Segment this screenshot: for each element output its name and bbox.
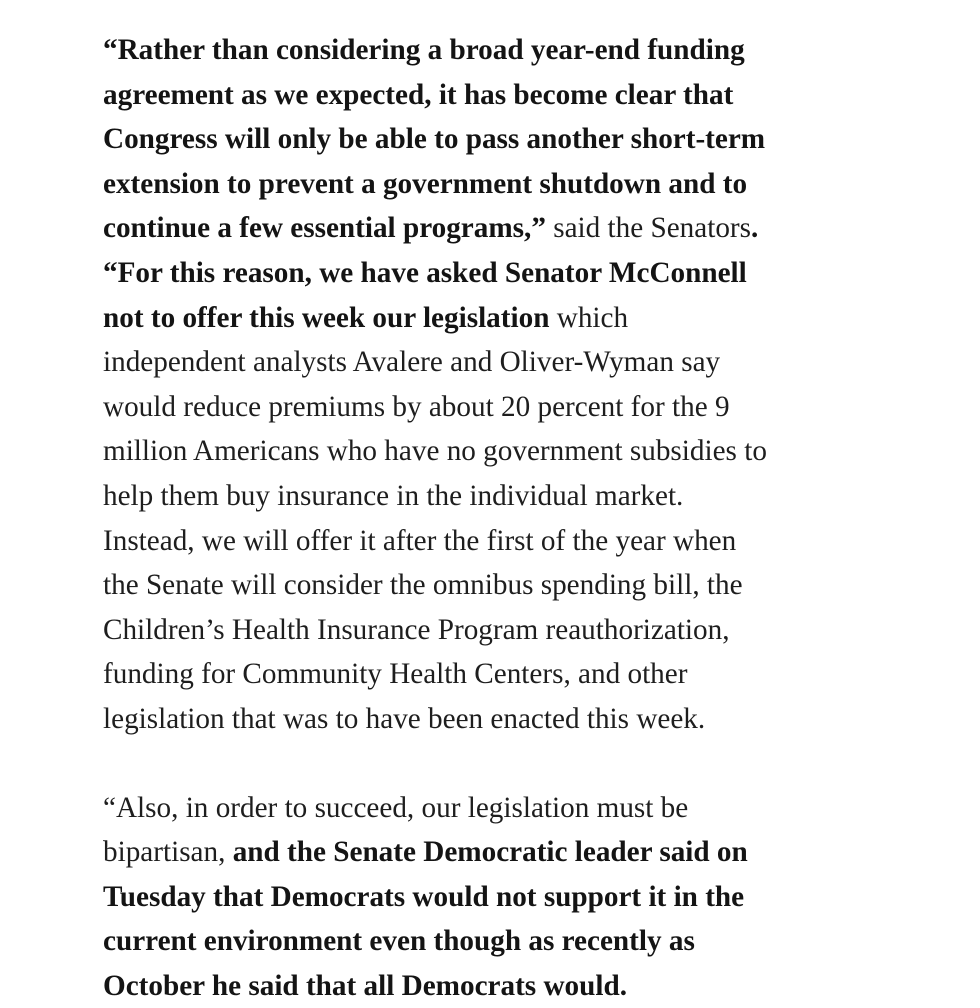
text-run: independent analysts Avalere and Oliver-Wyman say [103,346,721,379]
text-line [103,875,913,920]
bold-text-run: and the Senate Democratic leader said on [232,836,748,869]
text-run: million Americans who have no government subsidies to [103,435,767,468]
text-run: bipartisan, [103,836,233,869]
bold-text-run: extension to prevent a government shutdown and to [103,167,748,200]
text-run: would reduce premiums by about 20 percent for the 9 [103,390,730,423]
text-line [103,117,913,162]
statement-paragraph-2 [103,786,913,1008]
text-line [103,608,913,653]
text-run: Instead, we will offer it after the first of the year when [103,524,737,557]
bold-text-run: Congress will only be able to pass another short-term [103,123,766,156]
text-line [103,162,913,207]
text-line [103,964,913,1008]
text-line [103,697,913,742]
text-line [103,251,913,296]
text-run: legislation that was to have been enacted this week. [103,702,706,735]
text-line [103,519,913,564]
text-line [103,652,913,697]
bold-text-run: not to offer this week our legislation [103,301,550,334]
text-run: funding for Community Health Centers, and other [103,658,688,691]
text-line [103,340,913,385]
text-line [103,474,913,519]
text-line [103,830,913,875]
text-line [103,786,913,831]
bold-text-run: current environment even though as recently as [103,925,695,958]
text-line [103,563,913,608]
bold-text-run: continue a few essential programs,” [103,212,546,245]
text-run: help them buy insurance in the individual market. [103,479,684,512]
text-run: “Also, in order to succeed, our legislation must be [103,791,689,824]
text-run: which [549,301,629,334]
bold-text-run: Tuesday that Democrats would not support it in the [103,880,745,913]
paragraph-spacer [103,742,913,786]
bold-text-run: “For this reason, we have asked Senator McConnell [103,256,747,289]
text-run: the Senate will consider the omnibus spending bill, the [103,569,743,602]
text-line [103,429,913,474]
text-line [103,919,913,964]
text-run: said the Senators [545,212,752,245]
text-line [103,28,913,73]
text-line [103,206,913,251]
statement-paragraph-1 [103,28,913,742]
bold-text-run: “Rather than considering a broad year-end funding [103,34,745,66]
text-line [103,296,913,341]
bold-text-run: October he said that all Democrats would. [103,969,627,1002]
text-line [103,385,913,430]
text-run: Children’s Health Insurance Program reauthorization, [103,613,730,646]
bold-text-run: agreement as we expected, it has become clear that [103,78,734,111]
bold-text-run: . [751,212,759,245]
press-statement [103,28,913,1008]
text-line [103,73,913,118]
